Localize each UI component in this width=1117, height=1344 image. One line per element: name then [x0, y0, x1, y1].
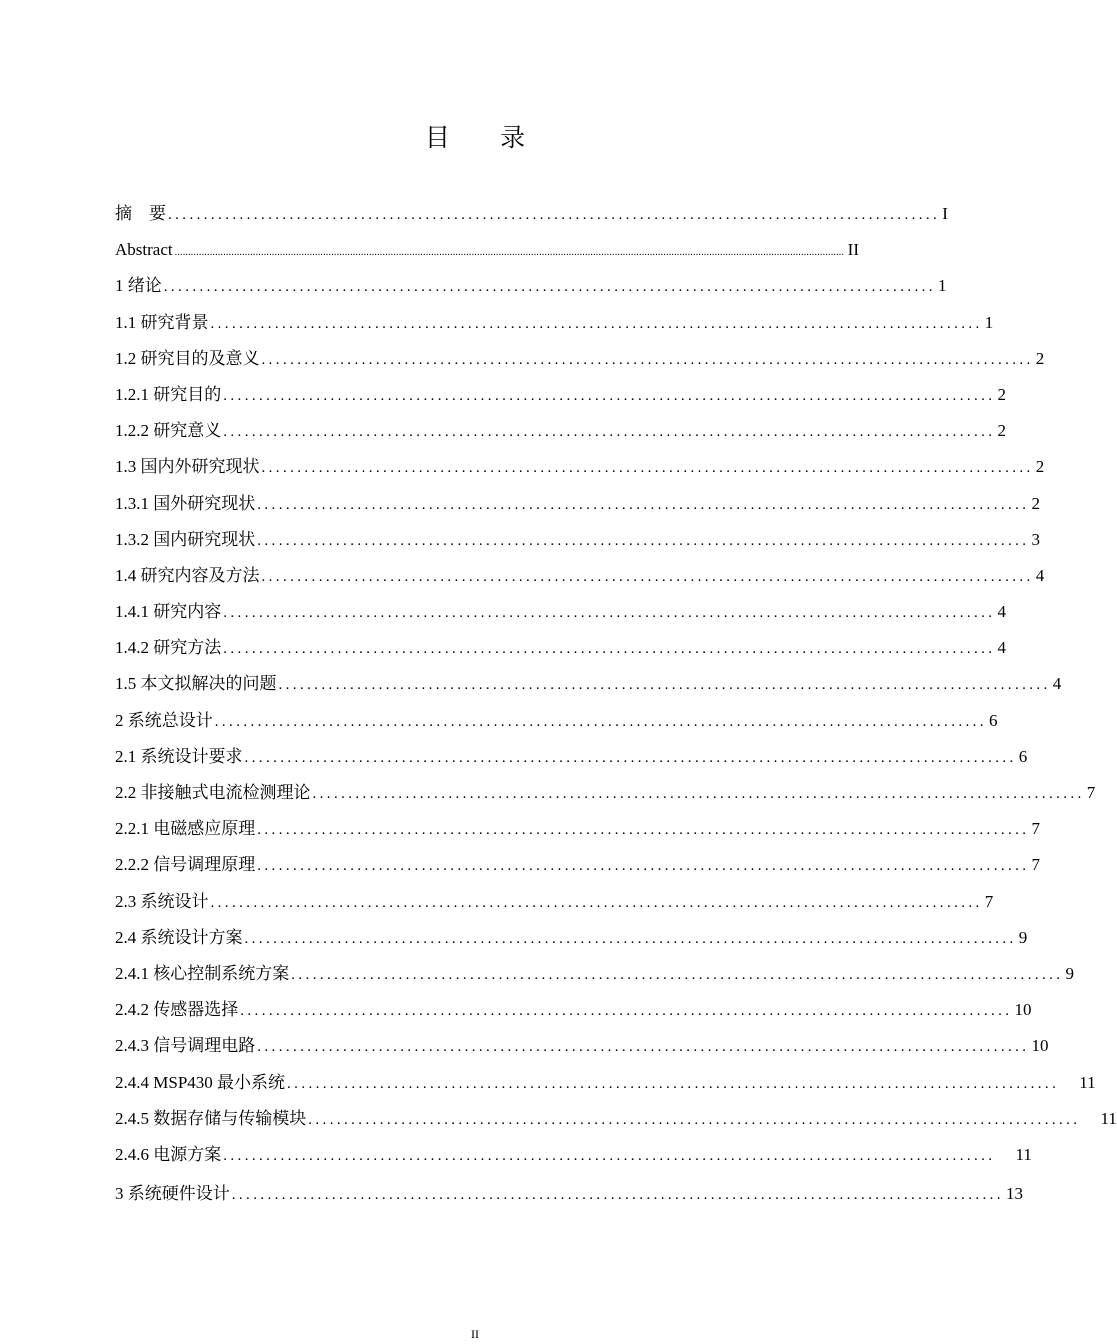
- toc-leader-dots: ............................................................................................................: [214, 713, 987, 730]
- toc-entry-page: 2: [997, 421, 1006, 441]
- toc-entry-label: 2.2 非接触式电流检测理论: [115, 783, 311, 802]
- toc-entry[interactable]: [115, 522, 1040, 558]
- toc-entry-label: 1 绪论: [115, 276, 162, 296]
- toc-leader-dots: ............................................................................................................: [278, 677, 1051, 694]
- toc-entry-label: 2.4.5 数据存储与传输模块: [115, 1108, 307, 1128]
- toc-entry-label: 2.4.3 信号调理电路: [115, 1036, 256, 1056]
- toc-leader-dots: ............................................................................................................: [308, 1111, 1081, 1128]
- toc-leader-dots: ............................................................................................................: [240, 1003, 1013, 1020]
- toc-entry-page: 4: [997, 602, 1006, 622]
- toc-leader-dots: ............................................................................................................: [257, 858, 1030, 875]
- toc-entry[interactable]: [115, 268, 947, 304]
- toc-leader-dots: ........................................................................................................................................................................................................................................................: [174, 247, 845, 259]
- toc-entry[interactable]: [115, 1137, 1032, 1173]
- toc-leader-dots: ............................................................................................................: [312, 786, 1085, 802]
- toc-entry[interactable]: [115, 377, 1006, 413]
- toc-entry-page: 6: [988, 710, 998, 730]
- toc-entry[interactable]: [115, 594, 1006, 630]
- toc-entry-label: 1.4 研究内容及方法: [115, 565, 260, 585]
- toc-leader-dots: ............................................................................................................: [244, 749, 1017, 766]
- toc-entry-label: 1.2 研究目的及意义: [115, 348, 260, 368]
- toc-leader-dots: ............................................................................................................: [223, 387, 996, 404]
- toc-entry[interactable]: [115, 341, 1045, 377]
- toc-entry-label: 2.4.4 MSP430 最小系统: [115, 1072, 286, 1092]
- toc-entry-page: 11: [1100, 1108, 1117, 1128]
- toc-entry-page: 7: [1031, 819, 1040, 839]
- toc-entry-label: 1.3 国内外研究现状: [115, 457, 260, 477]
- toc-entry[interactable]: [115, 196, 948, 232]
- toc-leader-dots: ............................................................................................................: [223, 605, 996, 622]
- toc-entry-page: 4: [997, 638, 1006, 658]
- toc-leader-dots: ............................................................................................................: [244, 930, 1017, 947]
- toc-entry-label: 2.4.6 电源方案: [115, 1144, 222, 1164]
- toc-entry-label: 2.2.1 电磁感应原理: [115, 819, 256, 839]
- toc-entry[interactable]: [115, 1176, 1023, 1212]
- toc-entry-label: 2 系统总设计: [115, 710, 213, 730]
- toc-entry[interactable]: [115, 232, 859, 268]
- toc-entry-page: 7: [1031, 855, 1040, 875]
- toc-leader-dots: ............................................................................................................: [257, 532, 1030, 549]
- toc-entry[interactable]: [115, 305, 994, 341]
- toc-leader-dots: ............................................................................................................: [223, 1147, 996, 1164]
- toc-entry-label: 1.5 本文拟解决的问题: [115, 674, 277, 694]
- toc-entry[interactable]: [115, 775, 1096, 811]
- toc-leader-dots: ............................................................................................................: [261, 351, 1034, 368]
- toc-entry-page: 11: [1015, 1144, 1032, 1164]
- toc-entry-page: 2: [1035, 457, 1045, 477]
- toc-entry-page: 2: [997, 384, 1006, 404]
- toc-leader-dots: ............................................................................................................: [261, 568, 1034, 585]
- toc-entry-label: 2.1 系统设计要求: [115, 746, 243, 766]
- toc-entry-page: 2: [1035, 348, 1045, 368]
- toc-entry-page: 1: [937, 276, 947, 296]
- toc-entry-label: 2.4.1 核心控制系统方案: [115, 963, 290, 983]
- toc-entry[interactable]: [115, 739, 1028, 775]
- toc-entry-page: 3: [1031, 529, 1040, 549]
- toc-entry[interactable]: [115, 1101, 1117, 1137]
- toc-entry-page: 9: [1065, 963, 1074, 983]
- toc-entry-label: 1.1 研究背景: [115, 312, 209, 332]
- toc-leader-dots: ............................................................................................................: [210, 315, 983, 332]
- toc-entry-label: 2.2.2 信号调理原理: [115, 855, 256, 875]
- toc-entry-page: 2: [1031, 493, 1040, 513]
- toc-entry[interactable]: [115, 1028, 1049, 1064]
- toc-entry-page: I: [942, 204, 948, 223]
- toc-entry-label: 1.4.1 研究内容: [115, 602, 222, 622]
- toc-entry-page: 4: [1035, 565, 1045, 585]
- toc-leader-dots: ............................................................................................................: [287, 1075, 1060, 1092]
- toc-entry-label: 3 系统硬件设计: [115, 1184, 230, 1204]
- toc-entry-page: 7: [1086, 783, 1096, 802]
- toc-entry[interactable]: [115, 666, 1062, 702]
- toc-entry[interactable]: [115, 992, 1032, 1028]
- toc-entry[interactable]: [115, 847, 1040, 883]
- toc-entry-label: 1.3.2 国内研究现状: [115, 529, 256, 549]
- toc-leader-dots: ............................................................................................................: [231, 1187, 1004, 1204]
- toc-entry[interactable]: [115, 703, 998, 739]
- toc-leader-dots: ............................................................................................................: [223, 641, 996, 658]
- page-title: 目 录: [424, 125, 548, 152]
- toc-leader-dots: ............................................................................................................: [291, 966, 1064, 983]
- toc-entry[interactable]: [115, 920, 1028, 956]
- toc-entry-label: Abstract: [115, 240, 173, 260]
- page-footer-number: II: [471, 1327, 479, 1341]
- toc-entry[interactable]: [115, 956, 1074, 992]
- toc-entry[interactable]: [115, 486, 1040, 522]
- toc-entry[interactable]: [115, 630, 1006, 666]
- toc-entry-label: 2.4 系统设计方案: [115, 927, 243, 947]
- toc-leader-dots: ............................................................................................................: [257, 822, 1030, 839]
- toc-leader-dots: ............................................................................................................: [163, 279, 936, 296]
- toc-entry-page: 13: [1005, 1184, 1023, 1204]
- toc-entry[interactable]: [115, 811, 1040, 847]
- toc-entry-page: II: [847, 240, 859, 260]
- toc-entry-page: 9: [1018, 927, 1028, 947]
- toc-entry-page: 10: [1031, 1036, 1049, 1056]
- toc-entry-label: 1.2.1 研究目的: [115, 384, 222, 404]
- toc-leader-dots: ............................................................................................................: [257, 1039, 1030, 1056]
- toc-entry-page: 11: [1079, 1072, 1096, 1092]
- toc-entry-label: 2.4.2 传感器选择: [115, 1000, 239, 1020]
- toc-entry-label: 1.4.2 研究方法: [115, 638, 222, 658]
- toc-leader-dots: ............................................................................................................: [261, 460, 1034, 477]
- table-of-contents: [115, 196, 1117, 1212]
- toc-entry-label: 1.2.2 研究意义: [115, 421, 222, 441]
- toc-entry-page: 10: [1014, 1000, 1032, 1020]
- toc-leader-dots: ............................................................................................................: [223, 424, 996, 441]
- toc-entry-page: 1: [984, 312, 994, 332]
- toc-entry-label: 1.3.1 国外研究现状: [115, 493, 256, 513]
- toc-entry[interactable]: [115, 884, 994, 920]
- toc-leader-dots: ............................................................................................................: [210, 894, 983, 911]
- toc-leader-dots: ............................................................................................................: [168, 207, 941, 223]
- toc-entry-page: 7: [984, 891, 994, 911]
- toc-entry[interactable]: [115, 1065, 1096, 1101]
- toc-entry-page: 6: [1018, 746, 1028, 766]
- toc-entry-label: 2.3 系统设计: [115, 891, 209, 911]
- toc-entry[interactable]: [115, 449, 1045, 485]
- toc-entry-label: 摘 要: [115, 204, 166, 223]
- toc-leader-dots: ............................................................................................................: [257, 496, 1030, 513]
- toc-entry[interactable]: [115, 558, 1045, 594]
- toc-entry-page: 4: [1052, 674, 1062, 694]
- toc-entry[interactable]: [115, 413, 1006, 449]
